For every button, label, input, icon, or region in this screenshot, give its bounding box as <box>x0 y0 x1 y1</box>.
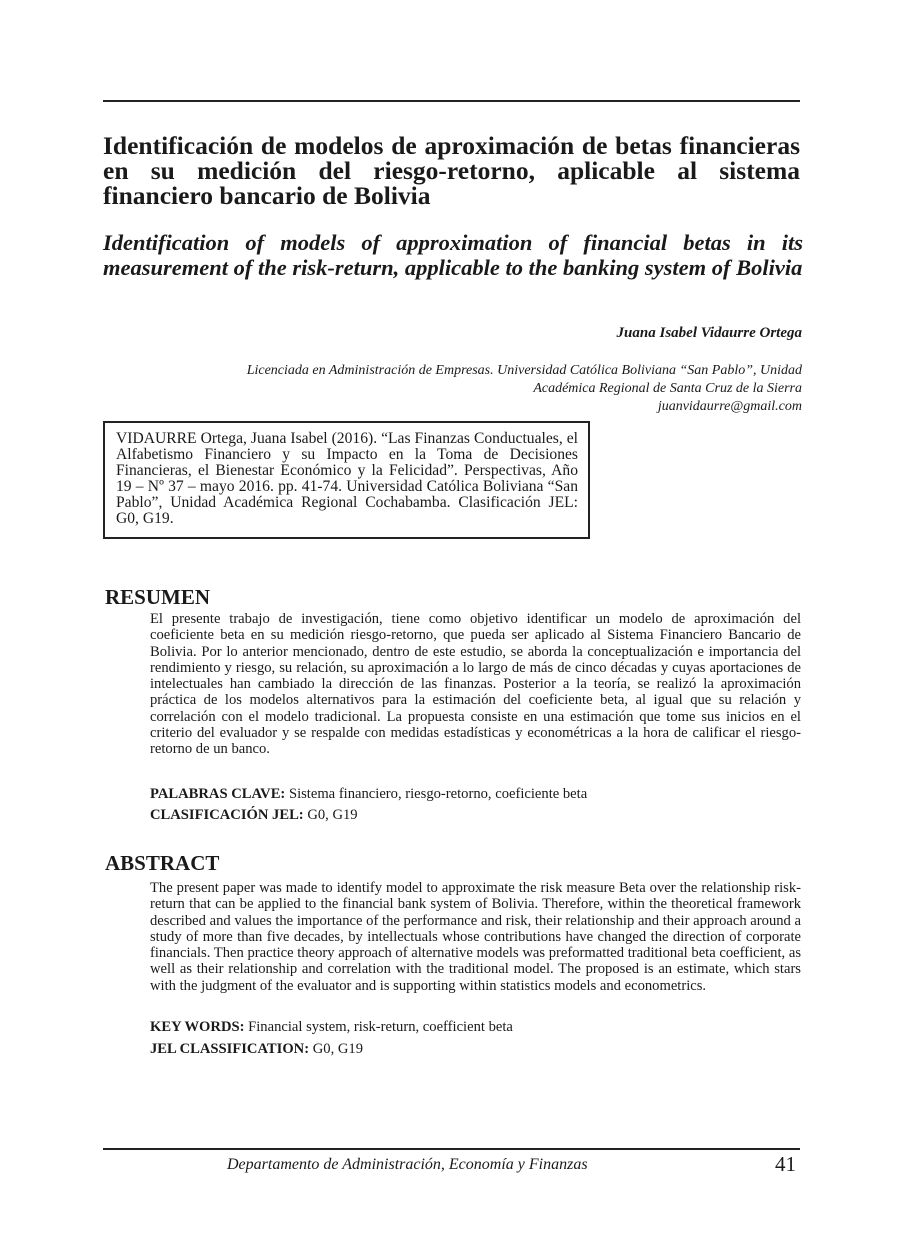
palabras-clave-line <box>150 785 801 803</box>
palabras-clave-value: Sistema financiero, riesgo-retorno, coeficiente beta <box>288 786 588 802</box>
abstract-heading: ABSTRACT <box>105 851 220 875</box>
citation-box: VIDAURRE Ortega, Juana Isabel (2016). “Las Finanzas Conductuales, el Alfabetismo Financiero y su Impacto en la Toma de Decisiones Financieras, el Bienestar Económico y la Felicidad”. Perspectivas, Año 19 – Nº 37 – mayo 2016. pp. 41-74. Universidad Católica Boliviana “San Pablo”, Unidad Académica Regional Cochabamba. Clasificación JEL: G0, G19. <box>103 421 590 539</box>
key-words-line <box>150 1018 801 1036</box>
jel-classification-value: G0, G19 <box>312 1041 364 1057</box>
abstract-text: The present paper was made to identify model to approximate the risk measure Beta over the relationship risk-return that can be applied to the financial bank system of Bolivia. Therefore, within the theoretical framework described and values the importance of the performance and risk, their relationship and their approach around a study of more than five decades, by intellectuals whose contributions have changed the direction of corporate financials. Then practice theory approach of alternative models was preformatted traditional beta coefficient, as well as their relationship and correlation with the traditional model. The proposed is an estimate, which stars with the judgment of the evaluator and is supporting within statistics models and econometrics. <box>150 880 801 994</box>
palabras-clave-label: PALABRAS CLAVE: <box>150 786 286 802</box>
footer-department: Departamento de Administración, Economía y Finanzas <box>227 1156 588 1173</box>
page-number: 41 <box>775 1152 796 1176</box>
key-words-label: KEY WORDS: <box>150 1019 245 1035</box>
clasificacion-jel-label: CLASIFICACIÓN JEL: <box>150 807 304 823</box>
affiliation-line-1: Licenciada en Administración de Empresas. Universidad Católica Boliviana “San Pablo”, Unidad <box>246 363 802 378</box>
author-email: juanvidaurre@gmail.com <box>657 399 802 414</box>
title-spanish: Identificación de modelos de aproximación de betas financieras en su medición del riesgo-retorno, aplicable al sistema financiero bancario de Bolivia <box>103 131 800 210</box>
footer-rule <box>103 1148 800 1150</box>
author-affiliation <box>122 362 802 416</box>
title-english: Identification of models of approximation of financial betas in its measurement of the risk-return, applicable to the banking system of Bolivia <box>103 230 803 280</box>
resumen-heading: RESUMEN <box>105 585 211 609</box>
affiliation-line-2: Académica Regional de Santa Cruz de la Sierra <box>533 381 802 396</box>
top-rule <box>103 100 800 102</box>
author-name: Juana Isabel Vidaurre Ortega <box>616 325 802 341</box>
resumen-text: El presente trabajo de investigación, tiene como objetivo identificar un modelo de aproximación del coeficiente beta en su medición riesgo-retorno, que pueda ser aplicado al Sistema Financiero Bancario de Bolivia. Por lo anterior mencionado, dentro de este estudio, se aborda la conceptualización e importancia del rendimiento y riesgo, su relación, su aproximación a lo largo de más de cinco décadas y cuyas aportaciones de intelectuales han cambiado la dirección de las finanzas. Posterior a la teoría, se realizó la aproximación práctica de los modelos alternativos para la estimación del coeficiente beta, al igual que su relación y correlación con el modelo tradicional. La propuesta consiste en una estimación que tome sus inicios en el criterio del evaluador y se respalde con medidas estadísticas y econométricas a la hora de calificar el riesgo-retorno de un banco. <box>150 611 801 758</box>
clasificacion-jel-line <box>150 806 801 824</box>
jel-classification-label: JEL CLASSIFICATION: <box>150 1041 310 1057</box>
jel-classification-line <box>150 1040 801 1058</box>
clasificacion-jel-value: G0, G19 <box>307 807 358 823</box>
key-words-value: Financial system, risk-return, coefficient beta <box>248 1019 513 1035</box>
